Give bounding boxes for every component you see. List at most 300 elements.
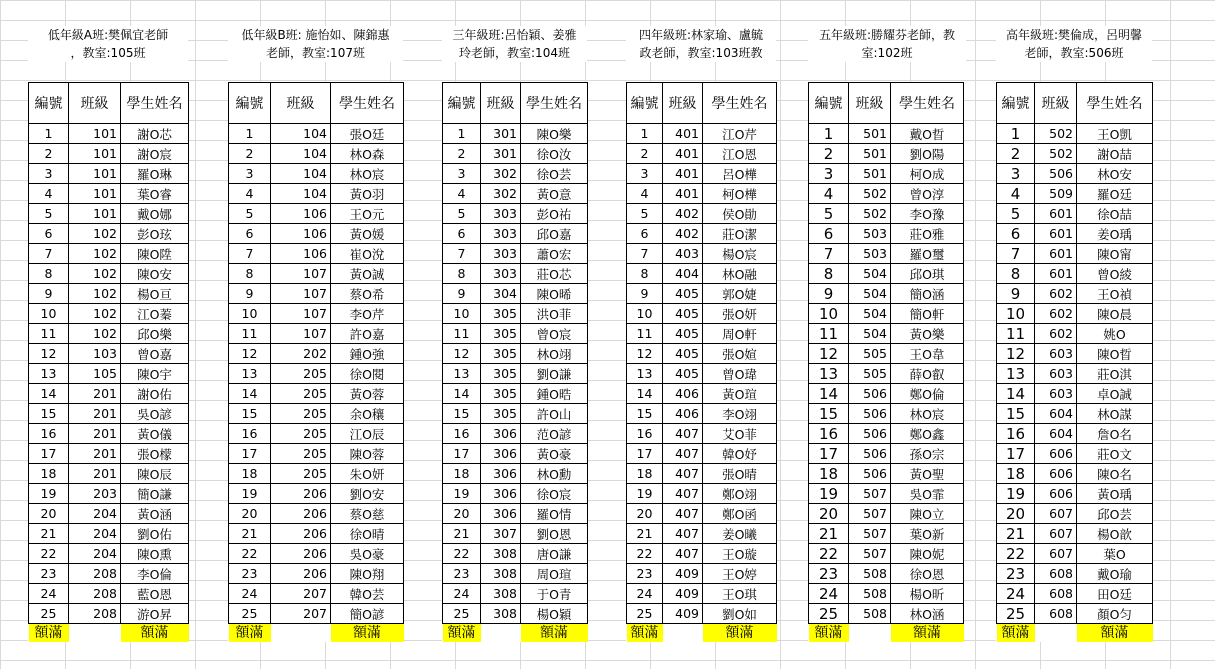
class-cell: 409: [663, 564, 703, 584]
student-name-cell: 柯O成: [891, 164, 964, 184]
student-name-cell: 詹O名: [1077, 424, 1153, 444]
col-header-number: 編號: [627, 83, 663, 124]
row-number-cell: 17: [443, 444, 481, 464]
row-number-cell: 1: [627, 124, 663, 144]
student-name-cell: 周O軒: [703, 324, 777, 344]
student-name-cell: 楊O宸: [703, 244, 777, 264]
row-number-cell: 20: [29, 504, 69, 524]
row-number-cell: 2: [627, 144, 663, 164]
full-cell: [809, 624, 849, 643]
table-row: [997, 204, 1153, 224]
class-cell: 407: [663, 544, 703, 564]
table-row: [997, 464, 1153, 484]
full-badge: 額滿: [809, 624, 849, 642]
student-name-cell: 陳O辰: [121, 464, 189, 484]
row-number-cell: 10: [229, 304, 271, 324]
grade5-title: [808, 26, 966, 62]
class-cell: 603: [1035, 364, 1077, 384]
class-cell: 306: [481, 504, 521, 524]
student-name-cell: 陳O晨: [1077, 304, 1153, 324]
table-row: [443, 184, 588, 204]
row-number-cell: 11: [809, 324, 849, 344]
row-number-cell: 11: [627, 324, 663, 344]
class-cell: 601: [1035, 264, 1077, 284]
grade4-title: [626, 26, 776, 62]
class-cell: 107: [271, 284, 331, 304]
row-number-cell: 10: [443, 304, 481, 324]
student-name-cell: 謝O芯: [121, 124, 189, 144]
table-row: [997, 384, 1153, 404]
class-cell: 401: [663, 124, 703, 144]
class-cell: 308: [481, 564, 521, 584]
row-number-cell: 10: [997, 304, 1035, 324]
class-cell: 405: [663, 344, 703, 364]
table-row: [997, 524, 1153, 544]
row-number-cell: 15: [443, 404, 481, 424]
table-row: [443, 344, 588, 364]
table-row: [229, 604, 404, 624]
class-cell: 603: [1035, 384, 1077, 404]
table-row: [29, 464, 189, 484]
class-cell: 506: [1035, 164, 1077, 184]
table-row: [627, 584, 777, 604]
header-row: [627, 83, 777, 124]
table-row: [809, 284, 964, 304]
class-cell: 602: [1035, 304, 1077, 324]
student-name-cell: 艾O菲: [703, 424, 777, 444]
class-cell: 405: [663, 364, 703, 384]
class-cell: 201: [69, 424, 121, 444]
student-name-cell: 黃O樂: [891, 324, 964, 344]
class-cell: 204: [69, 504, 121, 524]
class-cell: 403: [663, 244, 703, 264]
class-cell: 502: [849, 184, 891, 204]
row-number-cell: 24: [443, 584, 481, 604]
student-name-cell: 謝O宸: [121, 144, 189, 164]
row-number-cell: 24: [809, 584, 849, 604]
table-row: [229, 564, 404, 584]
row-number-cell: 13: [627, 364, 663, 384]
student-name-cell: 陳O陞: [121, 244, 189, 264]
student-name-cell: 于O青: [521, 584, 588, 604]
table-row: [229, 284, 404, 304]
class-cell: 601: [1035, 204, 1077, 224]
table-row: [809, 404, 964, 424]
student-name-cell: 林O勳: [521, 464, 588, 484]
table-row: [443, 404, 588, 424]
col-header-student-name: 學生姓名: [121, 83, 189, 124]
row-number-cell: 1: [229, 124, 271, 144]
student-name-cell: 徐O喆: [1077, 204, 1153, 224]
class-cell: 102: [69, 264, 121, 284]
class-cell: 205: [271, 424, 331, 444]
row-number-cell: 22: [627, 544, 663, 564]
student-name-cell: 李O翊: [703, 404, 777, 424]
row-number-cell: 17: [809, 444, 849, 464]
col-header-number: 編號: [997, 83, 1035, 124]
student-name-cell: 劉O恩: [521, 524, 588, 544]
row-number-cell: 7: [229, 244, 271, 264]
class-cell: 407: [663, 444, 703, 464]
row-number-cell: 13: [29, 364, 69, 384]
row-number-cell: 5: [229, 204, 271, 224]
col-header-class: 班級: [663, 83, 703, 124]
class-cell: 405: [663, 304, 703, 324]
table-row: [229, 504, 404, 524]
full-cell: [891, 624, 964, 643]
student-name-cell: 曾O嘉: [121, 344, 189, 364]
class-cell: 503: [849, 244, 891, 264]
student-name-cell: 余O穰: [331, 404, 404, 424]
col-header-student-name: 學生姓名: [1077, 83, 1153, 124]
class-cell: 401: [663, 164, 703, 184]
student-name-cell: 邱O芸: [1077, 504, 1153, 524]
student-name-cell: 張O檬: [121, 444, 189, 464]
class-cell: 402: [663, 204, 703, 224]
student-name-cell: 戴O晢: [891, 124, 964, 144]
row-number-cell: 20: [229, 504, 271, 524]
table-row: [627, 264, 777, 284]
full-badge: 額滿: [331, 624, 404, 642]
class-cell: 102: [69, 324, 121, 344]
row-number-cell: 18: [997, 464, 1035, 484]
table-row: [627, 504, 777, 524]
student-name-cell: 黃O媛: [331, 224, 404, 244]
table-row: [229, 264, 404, 284]
row-number-cell: 17: [997, 444, 1035, 464]
row-number-cell: 7: [627, 244, 663, 264]
table-row: [627, 184, 777, 204]
class-cell: 204: [69, 544, 121, 564]
class-cell: 306: [481, 444, 521, 464]
full-badge: 額滿: [121, 624, 189, 642]
class-a-title: [28, 26, 188, 62]
row-number-cell: 14: [443, 384, 481, 404]
table-row: [229, 424, 404, 444]
row-number-cell: 3: [809, 164, 849, 184]
table-row: [443, 604, 588, 624]
full-cell: [997, 624, 1035, 643]
title-line: 老師，教室:107班: [266, 46, 365, 60]
student-name-cell: 劉O佑: [121, 524, 189, 544]
header-row: [229, 83, 404, 124]
table-row: [29, 144, 189, 164]
row-number-cell: 1: [809, 124, 849, 144]
row-number-cell: 21: [443, 524, 481, 544]
row-number-cell: 25: [229, 604, 271, 624]
table-row: [443, 124, 588, 144]
row-number-cell: 24: [229, 584, 271, 604]
student-name-cell: 江O芹: [703, 124, 777, 144]
student-name-cell: 莊O潔: [703, 224, 777, 244]
class-cell: 409: [663, 604, 703, 624]
class-cell: 306: [481, 464, 521, 484]
student-name-cell: 王O凱: [1077, 124, 1153, 144]
class-cell: 202: [271, 344, 331, 364]
full-badge: 額滿: [29, 624, 69, 642]
full-row: [29, 624, 189, 643]
class-cell: 104: [271, 144, 331, 164]
student-name-cell: 鄭O函: [703, 504, 777, 524]
student-name-cell: 陳O甯: [1077, 244, 1153, 264]
grade3-table: [442, 82, 588, 642]
class-cell: 608: [1035, 564, 1077, 584]
student-name-cell: 楊O昕: [891, 584, 964, 604]
table-row: [809, 184, 964, 204]
table-row: [997, 364, 1153, 384]
class-cell: 107: [271, 264, 331, 284]
class-cell: 207: [271, 584, 331, 604]
class-cell: 205: [271, 404, 331, 424]
table-row: [29, 424, 189, 444]
class-cell: 101: [69, 124, 121, 144]
row-number-cell: 5: [809, 204, 849, 224]
class-cell: 207: [271, 604, 331, 624]
class-cell: 407: [663, 424, 703, 444]
row-number-cell: 24: [627, 584, 663, 604]
table-row: [997, 164, 1153, 184]
student-name-cell: 韓O妤: [703, 444, 777, 464]
class-cell: 205: [271, 384, 331, 404]
row-number-cell: 6: [809, 224, 849, 244]
student-name-cell: 徐O汝: [521, 144, 588, 164]
row-number-cell: 11: [997, 324, 1035, 344]
row-number-cell: 5: [29, 204, 69, 224]
student-name-cell: 柯O樺: [703, 184, 777, 204]
class-cell: 106: [271, 224, 331, 244]
table-row: [809, 124, 964, 144]
full-cell: [703, 624, 777, 643]
table-row: [627, 564, 777, 584]
student-name-cell: 姜O曦: [703, 524, 777, 544]
student-name-cell: 陳O立: [891, 504, 964, 524]
student-name-cell: 藍O恩: [121, 584, 189, 604]
table-row: [29, 444, 189, 464]
table-row: [229, 324, 404, 344]
row-number-cell: 11: [29, 324, 69, 344]
table-row: [997, 244, 1153, 264]
table-row: [229, 584, 404, 604]
row-number-cell: 19: [627, 484, 663, 504]
full-cell: [121, 624, 189, 643]
class-cell: 302: [481, 164, 521, 184]
col-header-class: 班級: [271, 83, 331, 124]
table-row: [229, 184, 404, 204]
row-number-cell: 19: [229, 484, 271, 504]
row-number-cell: 3: [997, 164, 1035, 184]
row-number-cell: 12: [627, 344, 663, 364]
col-header-class: 班級: [481, 83, 521, 124]
senior-title: [996, 26, 1152, 62]
student-name-cell: 吳O豪: [331, 544, 404, 564]
class-cell: 303: [481, 244, 521, 264]
table-row: [997, 444, 1153, 464]
student-name-cell: 邱O樂: [121, 324, 189, 344]
empty-cell: [481, 624, 521, 643]
table-row: [627, 304, 777, 324]
class-cell: 608: [1035, 584, 1077, 604]
row-number-cell: 20: [997, 504, 1035, 524]
row-number-cell: 4: [443, 184, 481, 204]
row-number-cell: 22: [29, 544, 69, 564]
title-line: 五年級班:勝耀芬老師，教: [818, 28, 956, 42]
table-row: [29, 204, 189, 224]
table-row: [29, 264, 189, 284]
table-row: [627, 364, 777, 384]
row-number-cell: 6: [627, 224, 663, 244]
row-number-cell: 5: [443, 204, 481, 224]
class-cell: 305: [481, 364, 521, 384]
student-name-cell: 林O涵: [891, 604, 964, 624]
row-number-cell: 20: [627, 504, 663, 524]
class-cell: 206: [271, 484, 331, 504]
title-line: 玲老師，教室:104班: [459, 46, 570, 60]
class-cell: 102: [69, 244, 121, 264]
student-name-cell: 張O妍: [703, 304, 777, 324]
table-row: [809, 384, 964, 404]
table-row: [997, 264, 1153, 284]
row-number-cell: 21: [229, 524, 271, 544]
class-cell: 104: [271, 164, 331, 184]
class-b-table: [228, 82, 404, 642]
class-cell: 101: [69, 164, 121, 184]
row-number-cell: 17: [229, 444, 271, 464]
row-number-cell: 11: [229, 324, 271, 344]
class-cell: 208: [69, 604, 121, 624]
student-name-cell: 王O婷: [703, 564, 777, 584]
class-cell: 507: [849, 504, 891, 524]
title-line: 低年級A班:樊佩宜老師: [47, 28, 169, 42]
class-cell: 303: [481, 264, 521, 284]
student-name-cell: 莊O文: [1077, 444, 1153, 464]
class-cell: 601: [1035, 224, 1077, 244]
class-cell: 206: [271, 564, 331, 584]
table-row: [443, 584, 588, 604]
table-row: [229, 544, 404, 564]
class-cell: 206: [271, 524, 331, 544]
table-row: [443, 244, 588, 264]
class-cell: 107: [271, 324, 331, 344]
student-name-cell: 江O蓁: [121, 304, 189, 324]
table-row: [29, 524, 189, 544]
class-cell: 104: [271, 184, 331, 204]
class-cell: 601: [1035, 244, 1077, 264]
table-row: [627, 204, 777, 224]
row-number-cell: 24: [997, 584, 1035, 604]
class-cell: 301: [481, 124, 521, 144]
table-row: [29, 564, 189, 584]
class-cell: 502: [1035, 144, 1077, 164]
table-row: [627, 444, 777, 464]
table-row: [809, 564, 964, 584]
row-number-cell: 14: [229, 384, 271, 404]
table-row: [229, 444, 404, 464]
row-number-cell: 21: [809, 524, 849, 544]
table-row: [997, 144, 1153, 164]
row-number-cell: 7: [29, 244, 69, 264]
col-header-number: 編號: [229, 83, 271, 124]
class-cell: 502: [849, 204, 891, 224]
student-name-cell: 孫O宗: [891, 444, 964, 464]
full-row: [443, 624, 588, 643]
student-name-cell: 崔O涗: [331, 244, 404, 264]
class-cell: 205: [271, 364, 331, 384]
class-cell: 102: [69, 224, 121, 244]
student-name-cell: 李O豫: [891, 204, 964, 224]
class-cell: 305: [481, 404, 521, 424]
class-cell: 305: [481, 324, 521, 344]
student-name-cell: 王O琪: [703, 584, 777, 604]
table-row: [443, 204, 588, 224]
student-name-cell: 蕭O宏: [521, 244, 588, 264]
class-cell: 205: [271, 464, 331, 484]
class-cell: 606: [1035, 464, 1077, 484]
student-name-cell: 楊O歆: [1077, 524, 1153, 544]
row-number-cell: 9: [229, 284, 271, 304]
table-row: [809, 424, 964, 444]
student-name-cell: 陳O蓉: [331, 444, 404, 464]
row-number-cell: 8: [229, 264, 271, 284]
class-cell: 607: [1035, 524, 1077, 544]
row-number-cell: 15: [29, 404, 69, 424]
row-number-cell: 9: [809, 284, 849, 304]
table-row: [627, 384, 777, 404]
row-number-cell: 23: [229, 564, 271, 584]
class-cell: 602: [1035, 324, 1077, 344]
student-name-cell: 張O廷: [331, 124, 404, 144]
table-row: [229, 164, 404, 184]
row-number-cell: 25: [809, 604, 849, 624]
student-name-cell: 范O諺: [521, 424, 588, 444]
row-number-cell: 18: [809, 464, 849, 484]
row-number-cell: 21: [29, 524, 69, 544]
table-row: [443, 164, 588, 184]
table-row: [997, 124, 1153, 144]
student-name-cell: 陳O熏: [121, 544, 189, 564]
class-cell: 102: [69, 304, 121, 324]
class-cell: 103: [69, 344, 121, 364]
table-row: [443, 504, 588, 524]
table-row: [627, 424, 777, 444]
row-number-cell: 7: [443, 244, 481, 264]
col-header-student-name: 學生姓名: [891, 83, 964, 124]
row-number-cell: 16: [29, 424, 69, 444]
class-cell: 301: [481, 144, 521, 164]
table-row: [809, 364, 964, 384]
student-name-cell: 陳O名: [1077, 464, 1153, 484]
student-name-cell: 顏O匀: [1077, 604, 1153, 624]
row-number-cell: 4: [229, 184, 271, 204]
student-name-cell: 徐O芸: [521, 164, 588, 184]
row-number-cell: 8: [443, 264, 481, 284]
student-name-cell: 張O晴: [703, 464, 777, 484]
student-name-cell: 邱O嘉: [521, 224, 588, 244]
table-row: [997, 484, 1153, 504]
full-cell: [1077, 624, 1153, 643]
row-number-cell: 9: [443, 284, 481, 304]
class-cell: 206: [271, 504, 331, 524]
class-cell: 606: [1035, 444, 1077, 464]
table-row: [809, 584, 964, 604]
class-cell: 507: [849, 484, 891, 504]
class-cell: 306: [481, 424, 521, 444]
title-line: ，教室:105班: [70, 46, 146, 60]
table-row: [627, 484, 777, 504]
class-cell: 302: [481, 184, 521, 204]
student-name-cell: 許O山: [521, 404, 588, 424]
student-name-cell: 鄭O鑫: [891, 424, 964, 444]
class-cell: 201: [69, 384, 121, 404]
